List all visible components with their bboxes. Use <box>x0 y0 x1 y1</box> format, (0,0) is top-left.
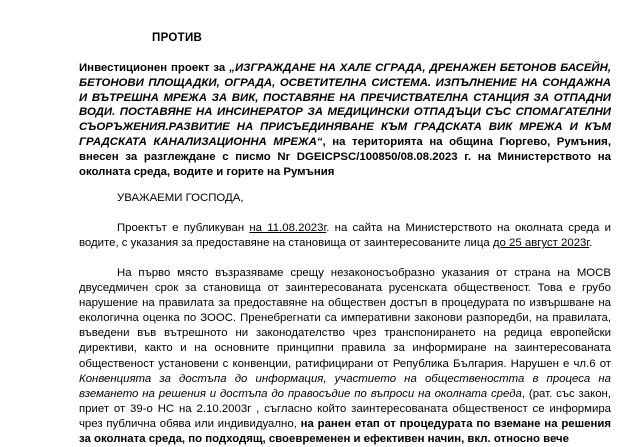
objection-bold-text: на ранен етап от процедурата по вземане на <box>300 417 558 430</box>
paragraph-publication <box>79 221 611 251</box>
convention-title: Конвенцията за достъпа до информация, участието на обществеността в процеса на вземането на решения и достъпа до правосъдие по въпроси на околната среда <box>79 372 611 400</box>
intro-paragraph <box>79 61 611 179</box>
publication-text-1: Проектът е публикуван <box>117 222 250 234</box>
publication-date: на 11.08.2023г <box>249 222 327 234</box>
project-name: „ИЗГРАЖДАНЕ НА ХАЛЕ СГРАДА, ДРЕНАЖЕН БЕТОНОВ БАСЕЙН, БЕТОНОВИ ПЛОЩАДКИ, ОГРАДА, ОСВЕТИТЕЛНА СИСТЕМА. ИЗПЪЛНЕНИЕ НА СОНДАЖНА И ВЪТРЕШНА МРЕЖА ЗА ВИК, ПОСТАВЯНЕ НА ПРЕЧИСТВАТЕЛНА СТАНЦИЯ ЗА ОТПАДНИ ВОДИ. ПОСТАВЯНЕ НА ИНСИНЕРАТОР ЗА МЕДИЦИНСКИ ОТПАДЪЦИ СЪС СПОМАГАТЕЛНИ СЪОРЪЖЕНИЯ.РАЗВИТИЕ НА ПРИСЪЕДИНЯВАНЕ КЪМ ГРАДСКАТА ВИК МРЕЖА И КЪМ ГРАДСКАТА КАНАЛИЗАЦИОННА МРЕЖА“ <box>79 62 611 148</box>
intro-prefix: Инвестиционен проект за <box>79 62 230 74</box>
document-heading: ПРОТИВ <box>152 32 203 44</box>
objection-text-3: решения за околната среда, по подходящ, своевременен и ефективен начин, вкл. относно вече <box>79 417 611 446</box>
comment-deadline: до 25 август 2023г <box>492 237 590 250</box>
paragraph-objection <box>79 266 611 447</box>
publication-text-2: . на сайта на Министерството на околната среда и водите, с указания за предоставяне на становища от заинтересованите лица <box>79 222 611 250</box>
publication-text-3: . <box>589 237 593 250</box>
intro-suffix: , на територията на община Гюргево, Румъния, внесен за разглеждане с писмо Nr DGEICPSC/100850/08.08.2023 г. на Министерството на околната среда, водите и горите на Румъния <box>79 135 611 178</box>
objection-text-1: На първо място възразяваме срещу незаконосъобразно указания от страна на МОСВ двуседмичен срок за становища от заинтересованата русенската общественост. Това е грубо нарушение на правилата за предоставяне на обществен достъп в процедурата по извършване на екологична оценка по ЗООС. Пренебрегнати са императивни законови разпоредби, на правилата, въведени във вътрешното ни законодателство чрез транспонирането на редица европейски директиви, както и на основните принципни правила за информиране на заинтересованата общественост установени с конвенции, ратифицирани от Република България. Нарушен е чл.6 от <box>79 267 611 370</box>
salutation: УВАЖАЕМИ ГОСПОДА, <box>117 192 244 204</box>
objection-text-2: , (рат. със закон, приет от 39-о НС на 2.10.2003г , съгласно който заинтересованата общественост се информира чрез публична обява или индивидуално, <box>79 387 611 430</box>
